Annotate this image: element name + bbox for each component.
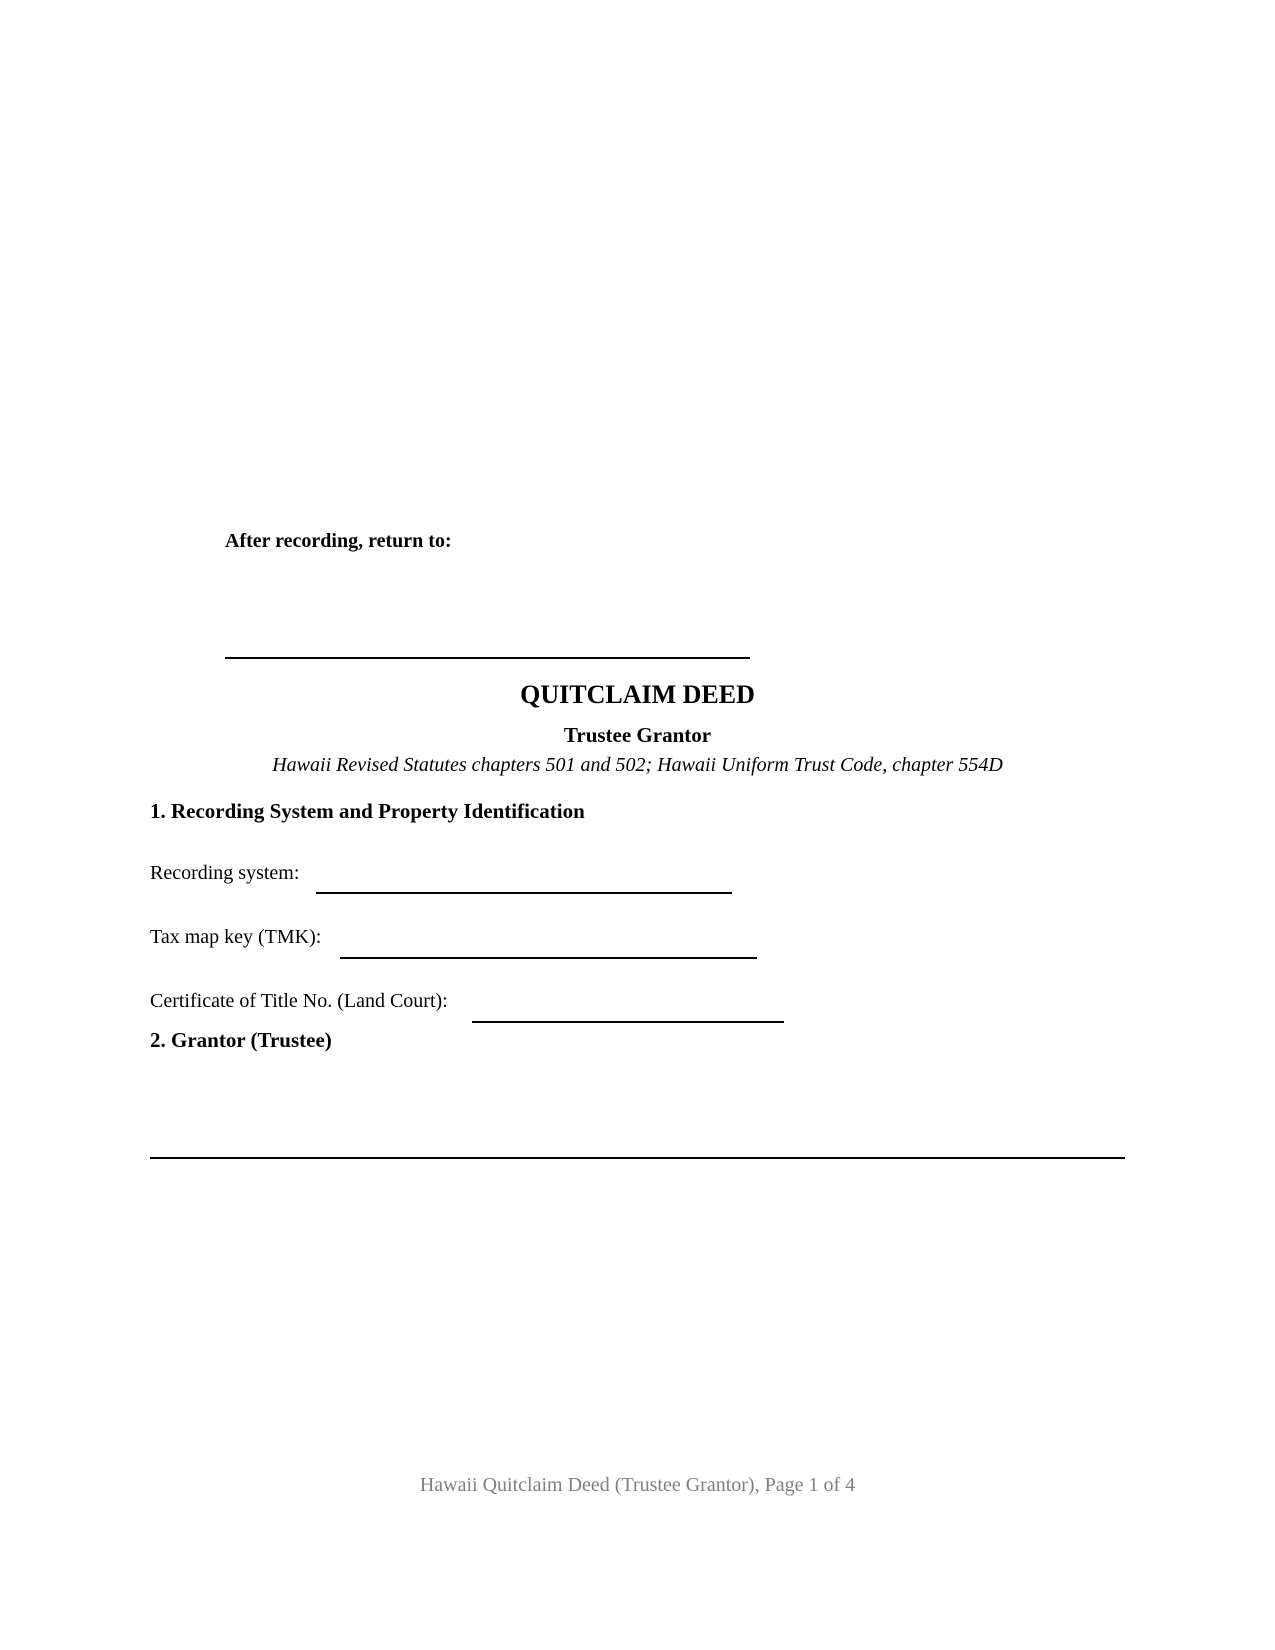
certificate-of-title-label: Certificate of Title No. (Land Court): <box>150 990 448 1012</box>
recording-system-label: Recording system: <box>150 862 300 884</box>
document-subtitle: Trustee Grantor <box>563 723 712 747</box>
document-title: QUITCLAIM DEED <box>520 680 755 709</box>
tax-map-key-label: Tax map key (TMK): <box>150 926 322 948</box>
section-2-heading: 2. Grantor (Trustee) <box>150 1028 332 1052</box>
return-to-label: After recording, return to: <box>225 530 452 552</box>
certificate-of-title-field[interactable] <box>472 1021 784 1023</box>
page-footer: Hawaii Quitclaim Deed (Trustee Grantor), Page 1 of 4 <box>419 1474 856 1496</box>
tax-map-key-field[interactable] <box>340 957 757 959</box>
grantor-trustee-field[interactable] <box>150 1157 1125 1159</box>
return-to-address-line[interactable] <box>225 657 750 659</box>
statute-reference: Hawaii Revised Statutes chapters 501 and 502; Hawaii Uniform Trust Code, chapter 554D <box>272 754 1003 776</box>
section-1-heading: 1. Recording System and Property Identification <box>150 799 585 823</box>
recording-system-field[interactable] <box>316 892 732 894</box>
